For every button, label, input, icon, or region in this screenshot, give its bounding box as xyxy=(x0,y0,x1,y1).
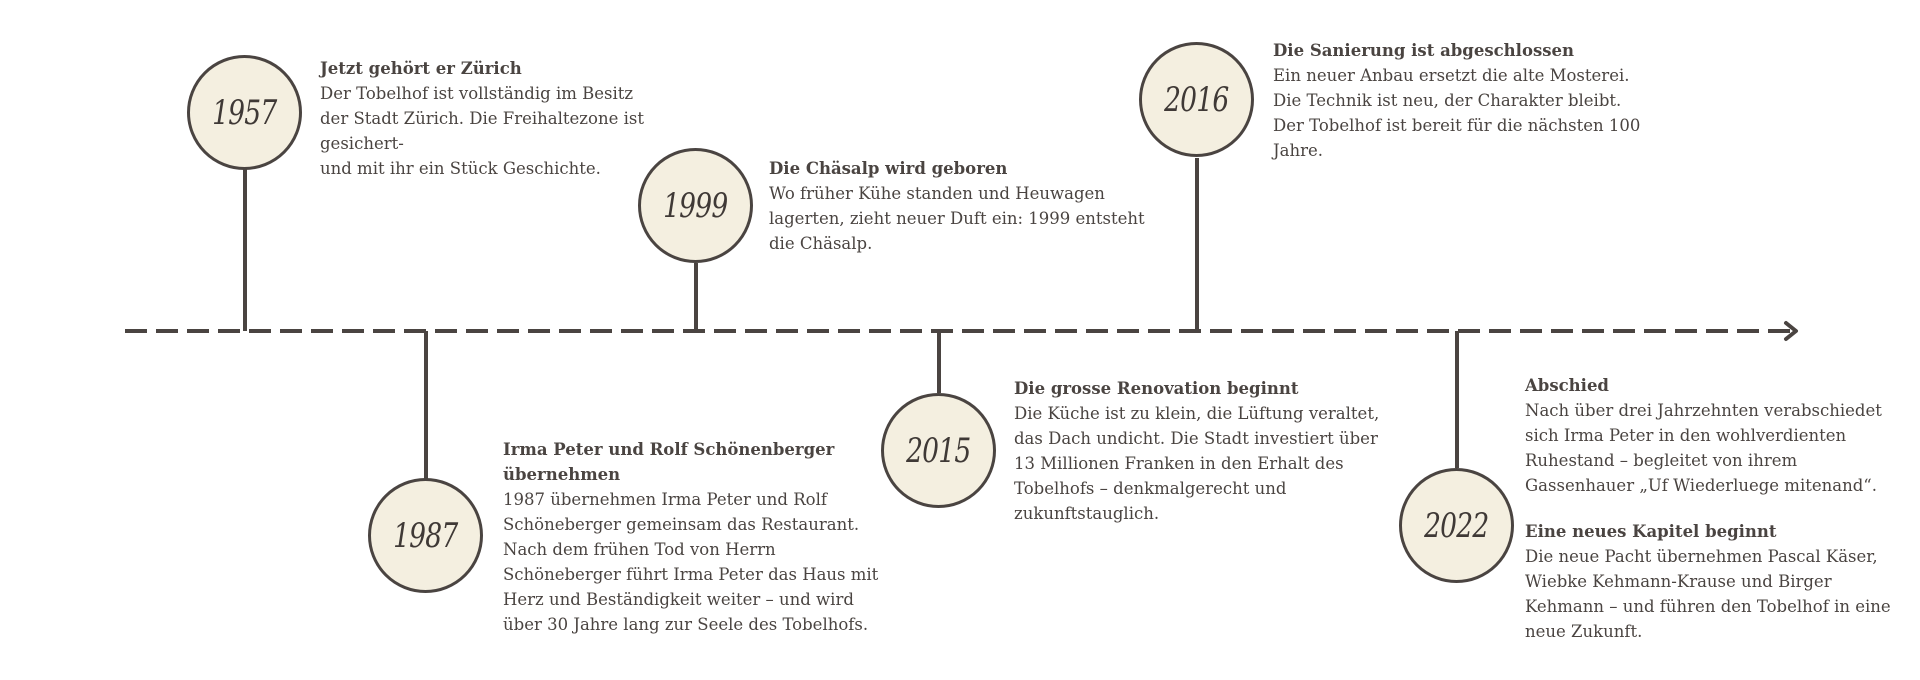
event-title: Irma Peter und Rolf Schönenberger übernehmen xyxy=(503,440,835,484)
event-text-2015 xyxy=(1014,376,1414,526)
event-text-1957 xyxy=(320,56,660,181)
year-label: 1957 xyxy=(212,92,277,133)
event-body: Ein neuer Anbau ersetzt die alte Mosterei. Die Technik ist neu, der Charakter bleibt. Der Tobelhof ist bereit für die nächsten 100 Jahre. xyxy=(1273,66,1641,160)
year-circle-1957 xyxy=(187,55,302,170)
event-body: Nach über drei Jahrzehnten verabschiedet sich Irma Peter in den wohlverdienten Ruhestand – begleitet von ihrem Gassenhauer „Uf Wiederluege mitenand“. xyxy=(1525,401,1882,495)
year-circle-1999 xyxy=(638,148,753,263)
event-text-2016 xyxy=(1273,38,1673,163)
year-label: 2022 xyxy=(1424,505,1489,546)
year-label: 1999 xyxy=(663,185,728,226)
year-circle-2022 xyxy=(1399,468,1514,583)
event-text-1999 xyxy=(769,156,1169,256)
event-title: Die Chäsalp wird geboren xyxy=(769,159,1008,178)
year-circle-1987 xyxy=(368,478,483,593)
event-body: Der Tobelhof ist vollständig im Besitz der Stadt Zürich. Die Freihaltezone ist gesichert- und mit ihr ein Stück Geschichte. xyxy=(320,84,644,178)
event-title: Die Sanierung ist abgeschlossen xyxy=(1273,41,1575,60)
event-text-1987 xyxy=(503,437,903,637)
event-title: Jetzt gehört er Zürich xyxy=(320,59,522,78)
event-body-secondary: Die neue Pacht übernehmen Pascal Käser, Wiebke Kehmann-Krause und Birger Kehmann – und führen den Tobelhof in eine neue Zukunft. xyxy=(1525,547,1891,641)
year-label: 2015 xyxy=(906,430,971,471)
year-label: 1987 xyxy=(393,515,458,556)
event-body: Wo früher Kühe standen und Heuwagen lagerten, zieht neuer Duft ein: 1999 entsteht die Chäsalp. xyxy=(769,184,1145,253)
spacer xyxy=(1525,498,1905,519)
event-title: Abschied xyxy=(1525,376,1609,395)
year-label: 2016 xyxy=(1164,79,1229,120)
year-circle-2015 xyxy=(881,393,996,508)
event-body: Die Küche ist zu klein, die Lüftung veraltet, das Dach undicht. Die Stadt investiert über 13 Millionen Franken in den Erhalt des Tobelhofs – denkmalgerecht und zukunftstauglich. xyxy=(1014,404,1380,523)
event-title: Die grosse Renovation beginnt xyxy=(1014,379,1299,398)
year-circle-2016 xyxy=(1139,42,1254,157)
event-body: 1987 übernehmen Irma Peter und Rolf Schöneberger gemeinsam das Restaurant. Nach dem frühen Tod von Herrn Schöneberger führt Irma Peter das Haus mit Herz und Beständigkeit weiter – und wird über 30 Jahre lang zur Seele des Tobelhofs. xyxy=(503,490,879,634)
event-text-2022 xyxy=(1525,373,1905,644)
event-title-secondary: Eine neues Kapitel beginnt xyxy=(1525,522,1777,541)
